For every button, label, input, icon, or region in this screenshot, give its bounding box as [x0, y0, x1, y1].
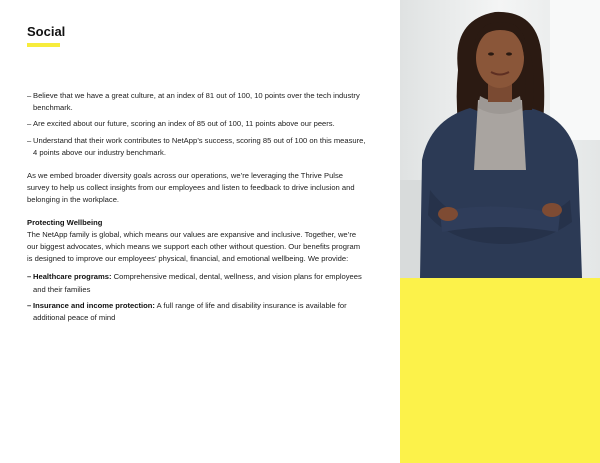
employee-portrait-photo [400, 0, 600, 278]
program-text: A full range of life and disability insurance is available for additional peace of mind [33, 300, 347, 323]
program-label: Healthcare programs: [33, 272, 112, 282]
list-item: – Are excited about our future, scoring an index of 85 out of 100, 11 points above our peers. [27, 119, 335, 129]
program-text: Comprehensive medical, dental, wellness, and vision plans for employees and their families [33, 272, 362, 294]
wellbeing-heading: Protecting Wellbeing [27, 217, 103, 227]
program-label: Insurance and income protection: [33, 300, 155, 310]
title-underline [27, 43, 60, 47]
list-item: – Believe that we have a great culture, at an index of 81 out of 100, 10 points over the tech industry benchmark. [27, 91, 360, 113]
body-content [27, 90, 367, 328]
section-title: Social [27, 24, 66, 39]
list-item-healthcare: – Healthcare programs: Comprehensive medical, dental, wellness, and vision plans for employees and their families [27, 272, 362, 294]
accent-yellow-block [400, 278, 600, 463]
list-item: – Understand that their work contributes to NetApp’s success, scoring 85 out of 100 on this measure, 4 points above our industry benchmark. [27, 135, 366, 157]
diversity-paragraph: As we embed broader diversity goals across our operations, we’re leveraging the Thrive Pulse survey to help us collect insights from our employees and listen to feedback to drive inclusion and belonging in the workplace. [27, 171, 355, 205]
list-item-insurance: – Insurance and income protection: A full range of life and disability insurance is available for additional peace of mind [27, 300, 347, 323]
portrait-illustration [400, 0, 600, 278]
wellbeing-paragraph: The NetApp family is global, which means our values are expansive and inclusive. Together, we’re our biggest advocates, which means we support each other without question. Our benefits program is designed to improve our employees’ physical, financial, and emotional wellbeing. We provide: [27, 229, 361, 264]
